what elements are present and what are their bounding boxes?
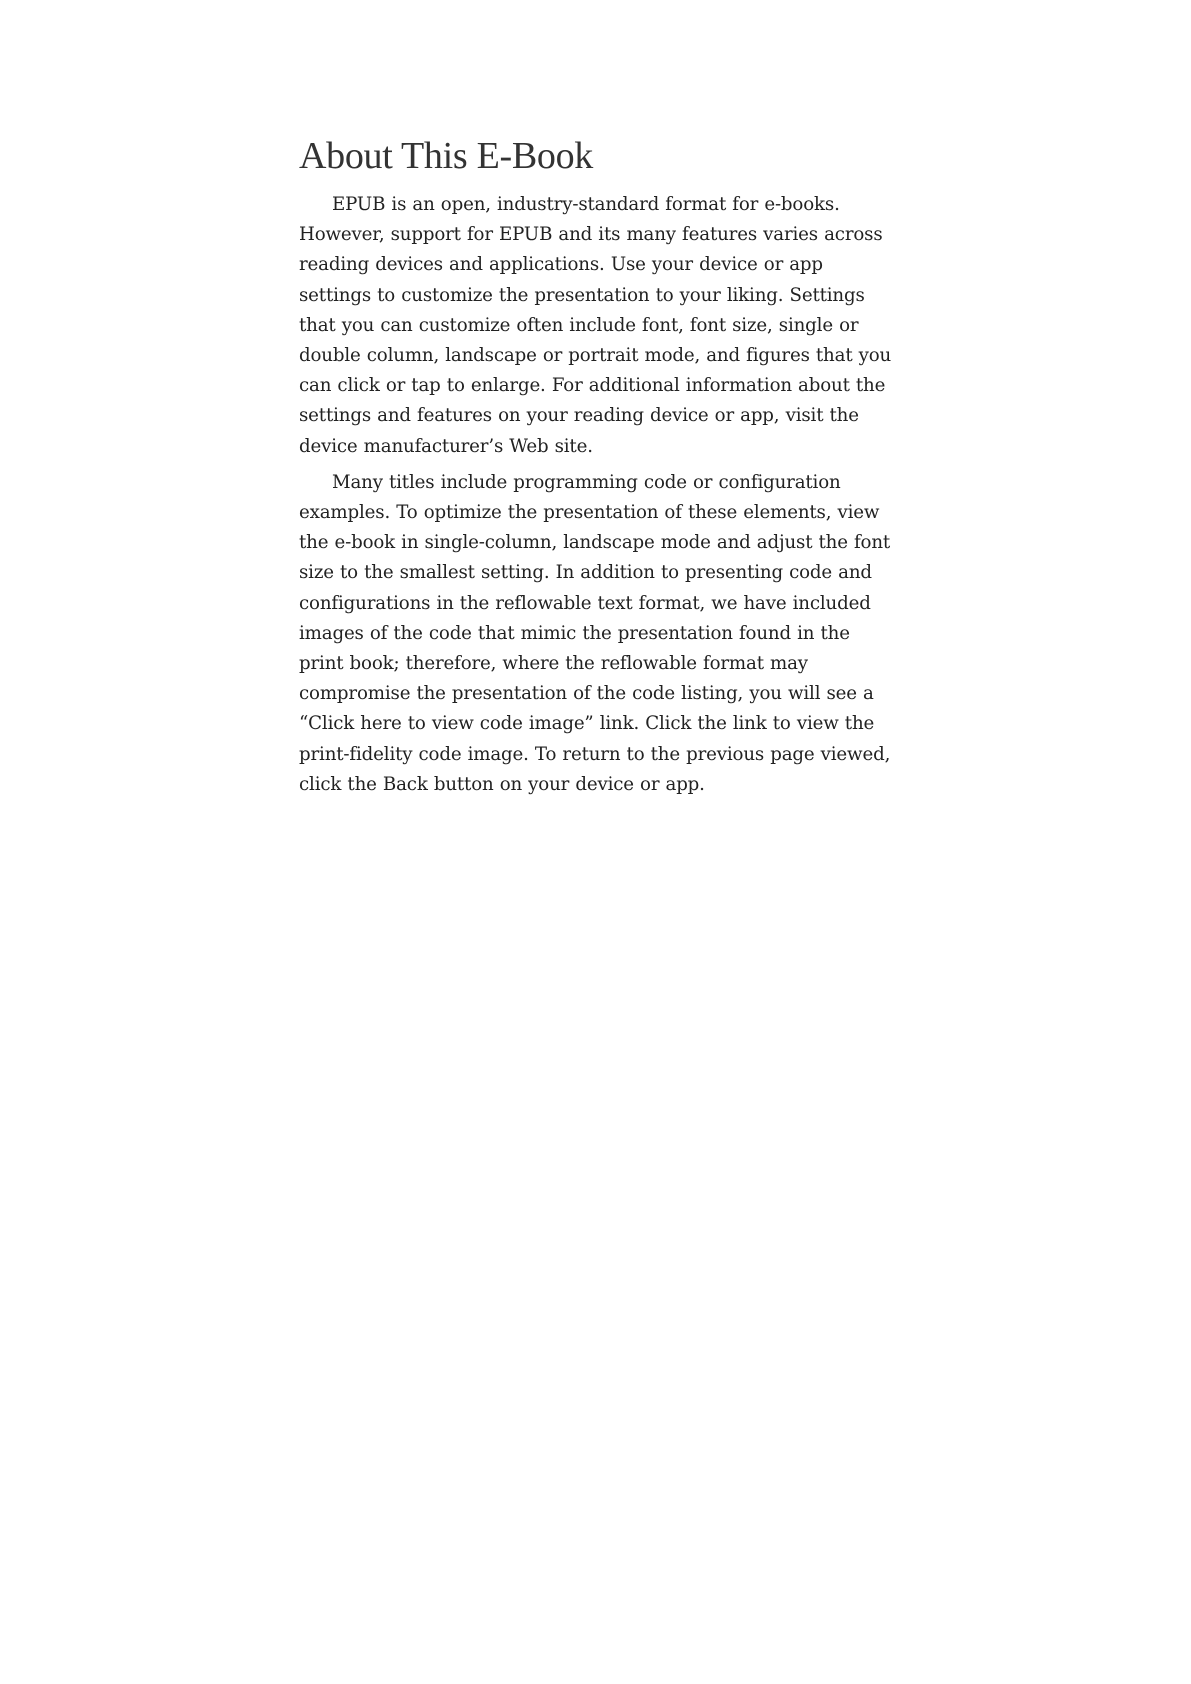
page-title: About This E-Book: [299, 135, 593, 177]
body-paragraph-epub-format: EPUB is an open, industry-standard format for e-books. However, support for EPUB and its many features varies across reading devices and applications. Use your device or app settings to customize the presentation to your liking. Settings that you can customize often include font, font size, single or double column, landscape or portrait mode, and figures that you can click or tap to enlarge. For additional information about the settings and features on your reading device or app, visit the device manufacturer’s Web site.: [299, 194, 892, 457]
body-paragraph-code-examples: Many titles include programming code or configuration examples. To optimize the presentation of these elements, view the e-book in single-column, landscape mode and adjust the font size to the smallest setting. In addition to presenting code and configurations in the reflowable text format, we have included images of the code that mimic the presentation found in the print book; therefore, where the reflowable format may compromise the presentation of the code listing, you will see a “Click here to view code image” link. Click the link to view the print-fidelity code image. To return to the previous page viewed, click the Back button on your device or app.: [299, 471, 891, 795]
document-content: [299, 134, 899, 806]
